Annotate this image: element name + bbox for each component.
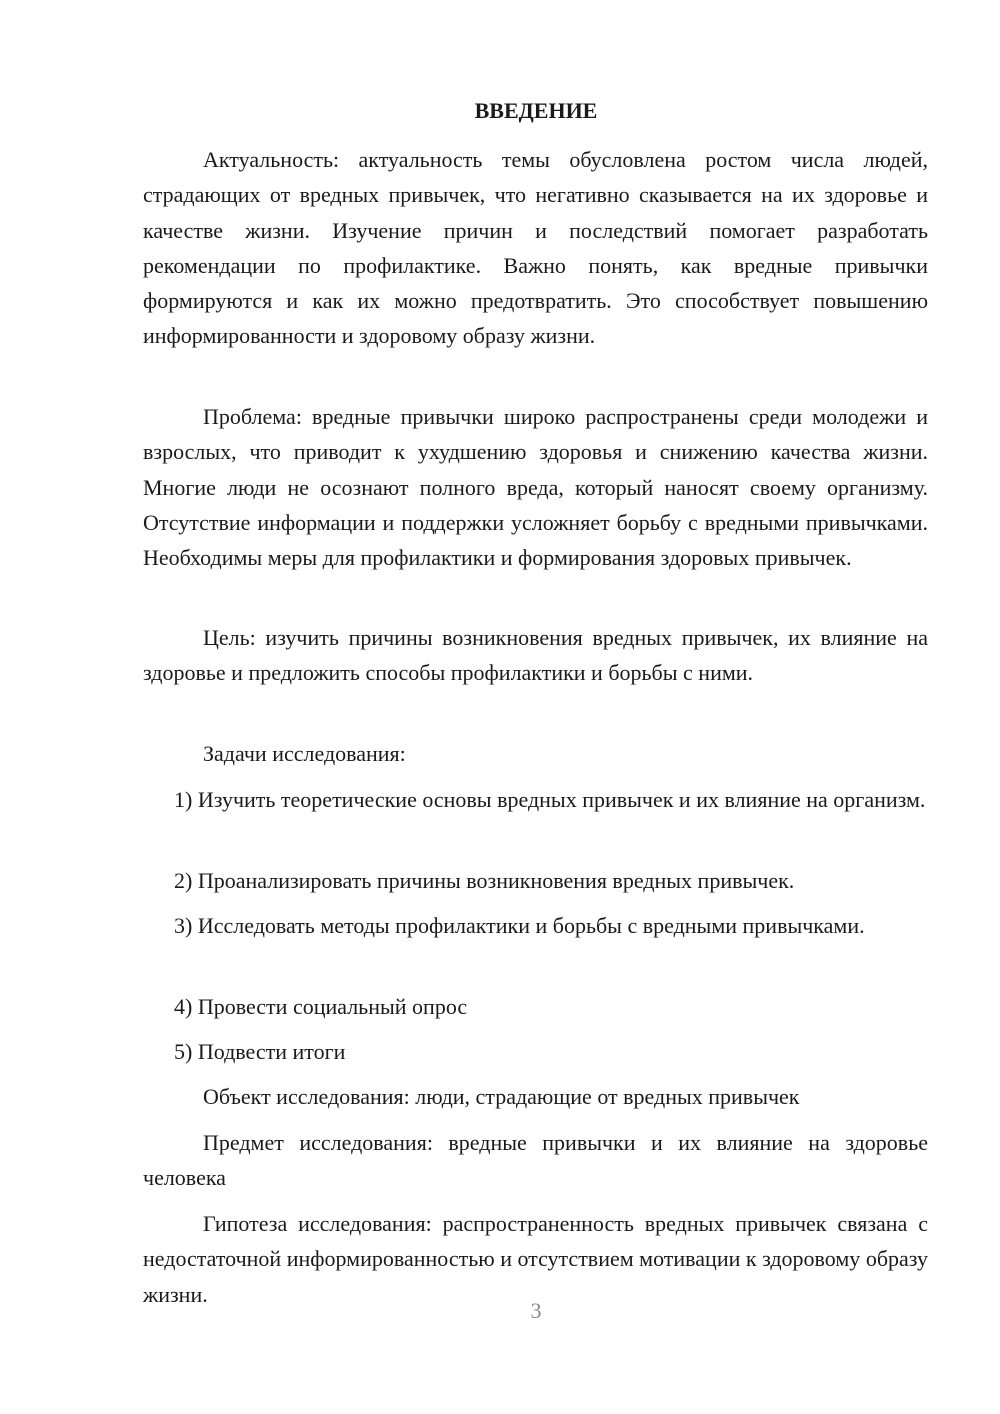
task-item-2: 2) Проанализировать причины возникновения вредных привычек.	[174, 868, 795, 893]
paragraph-subject: Предмет исследования: вредные привычки и их влияние на здоровье человека	[143, 1130, 928, 1191]
task-item-5: 5) Подвести итоги	[174, 1039, 346, 1064]
page-number: 3	[530, 1298, 542, 1323]
page-title: ВВЕДЕНИЕ	[474, 98, 598, 123]
paragraph-relevance: Актуальность: актуальность темы обусловлена ростом числа людей, страдающих от вредных привычек, что негативно сказывается на их здоровье и качестве жизни. Изучение причин и последствий помогает разработать рекомендации по профилактике. Важно понять, как вредные привычки формируются и как их можно предотвратить. Это способствует повышению информированности и здоровому образу жизни.	[143, 147, 928, 349]
paragraph-object: Объект исследования: люди, страдающие от вредных привычек	[203, 1084, 800, 1109]
task-item-3: 3) Исследовать методы профилактики и борьбы с вредными привычками.	[174, 913, 865, 938]
paragraph-tasks-heading: Задачи исследования:	[203, 741, 406, 766]
paragraph-problem: Проблема: вредные привычки широко распространены среди молодежи и взрослых, что приводит к ухудшению здоровья и снижению качества жизни. Многие люди не осознают полного вреда, который наносят своему организму. Отсутствие информации и поддержки усложняет борьбу с вредными привычками. Необходимы меры для профилактики и формирования здоровых привычек.	[143, 404, 928, 571]
paragraph-goal: Цель: изучить причины возникновения вредных привычек, их влияние на здоровье и предложить способы профилактики и борьбы с ними.	[143, 625, 928, 686]
task-item-4: 4) Провести социальный опрос	[174, 994, 468, 1019]
paragraph-hypothesis: Гипотеза исследования: распространенность вредных привычек связана с недостаточной информированностью и отсутствием мотивации к здоровому образу жизни.	[143, 1211, 928, 1307]
task-item-1: 1) Изучить теоретические основы вредных привычек и их влияние на организм.	[174, 787, 926, 812]
